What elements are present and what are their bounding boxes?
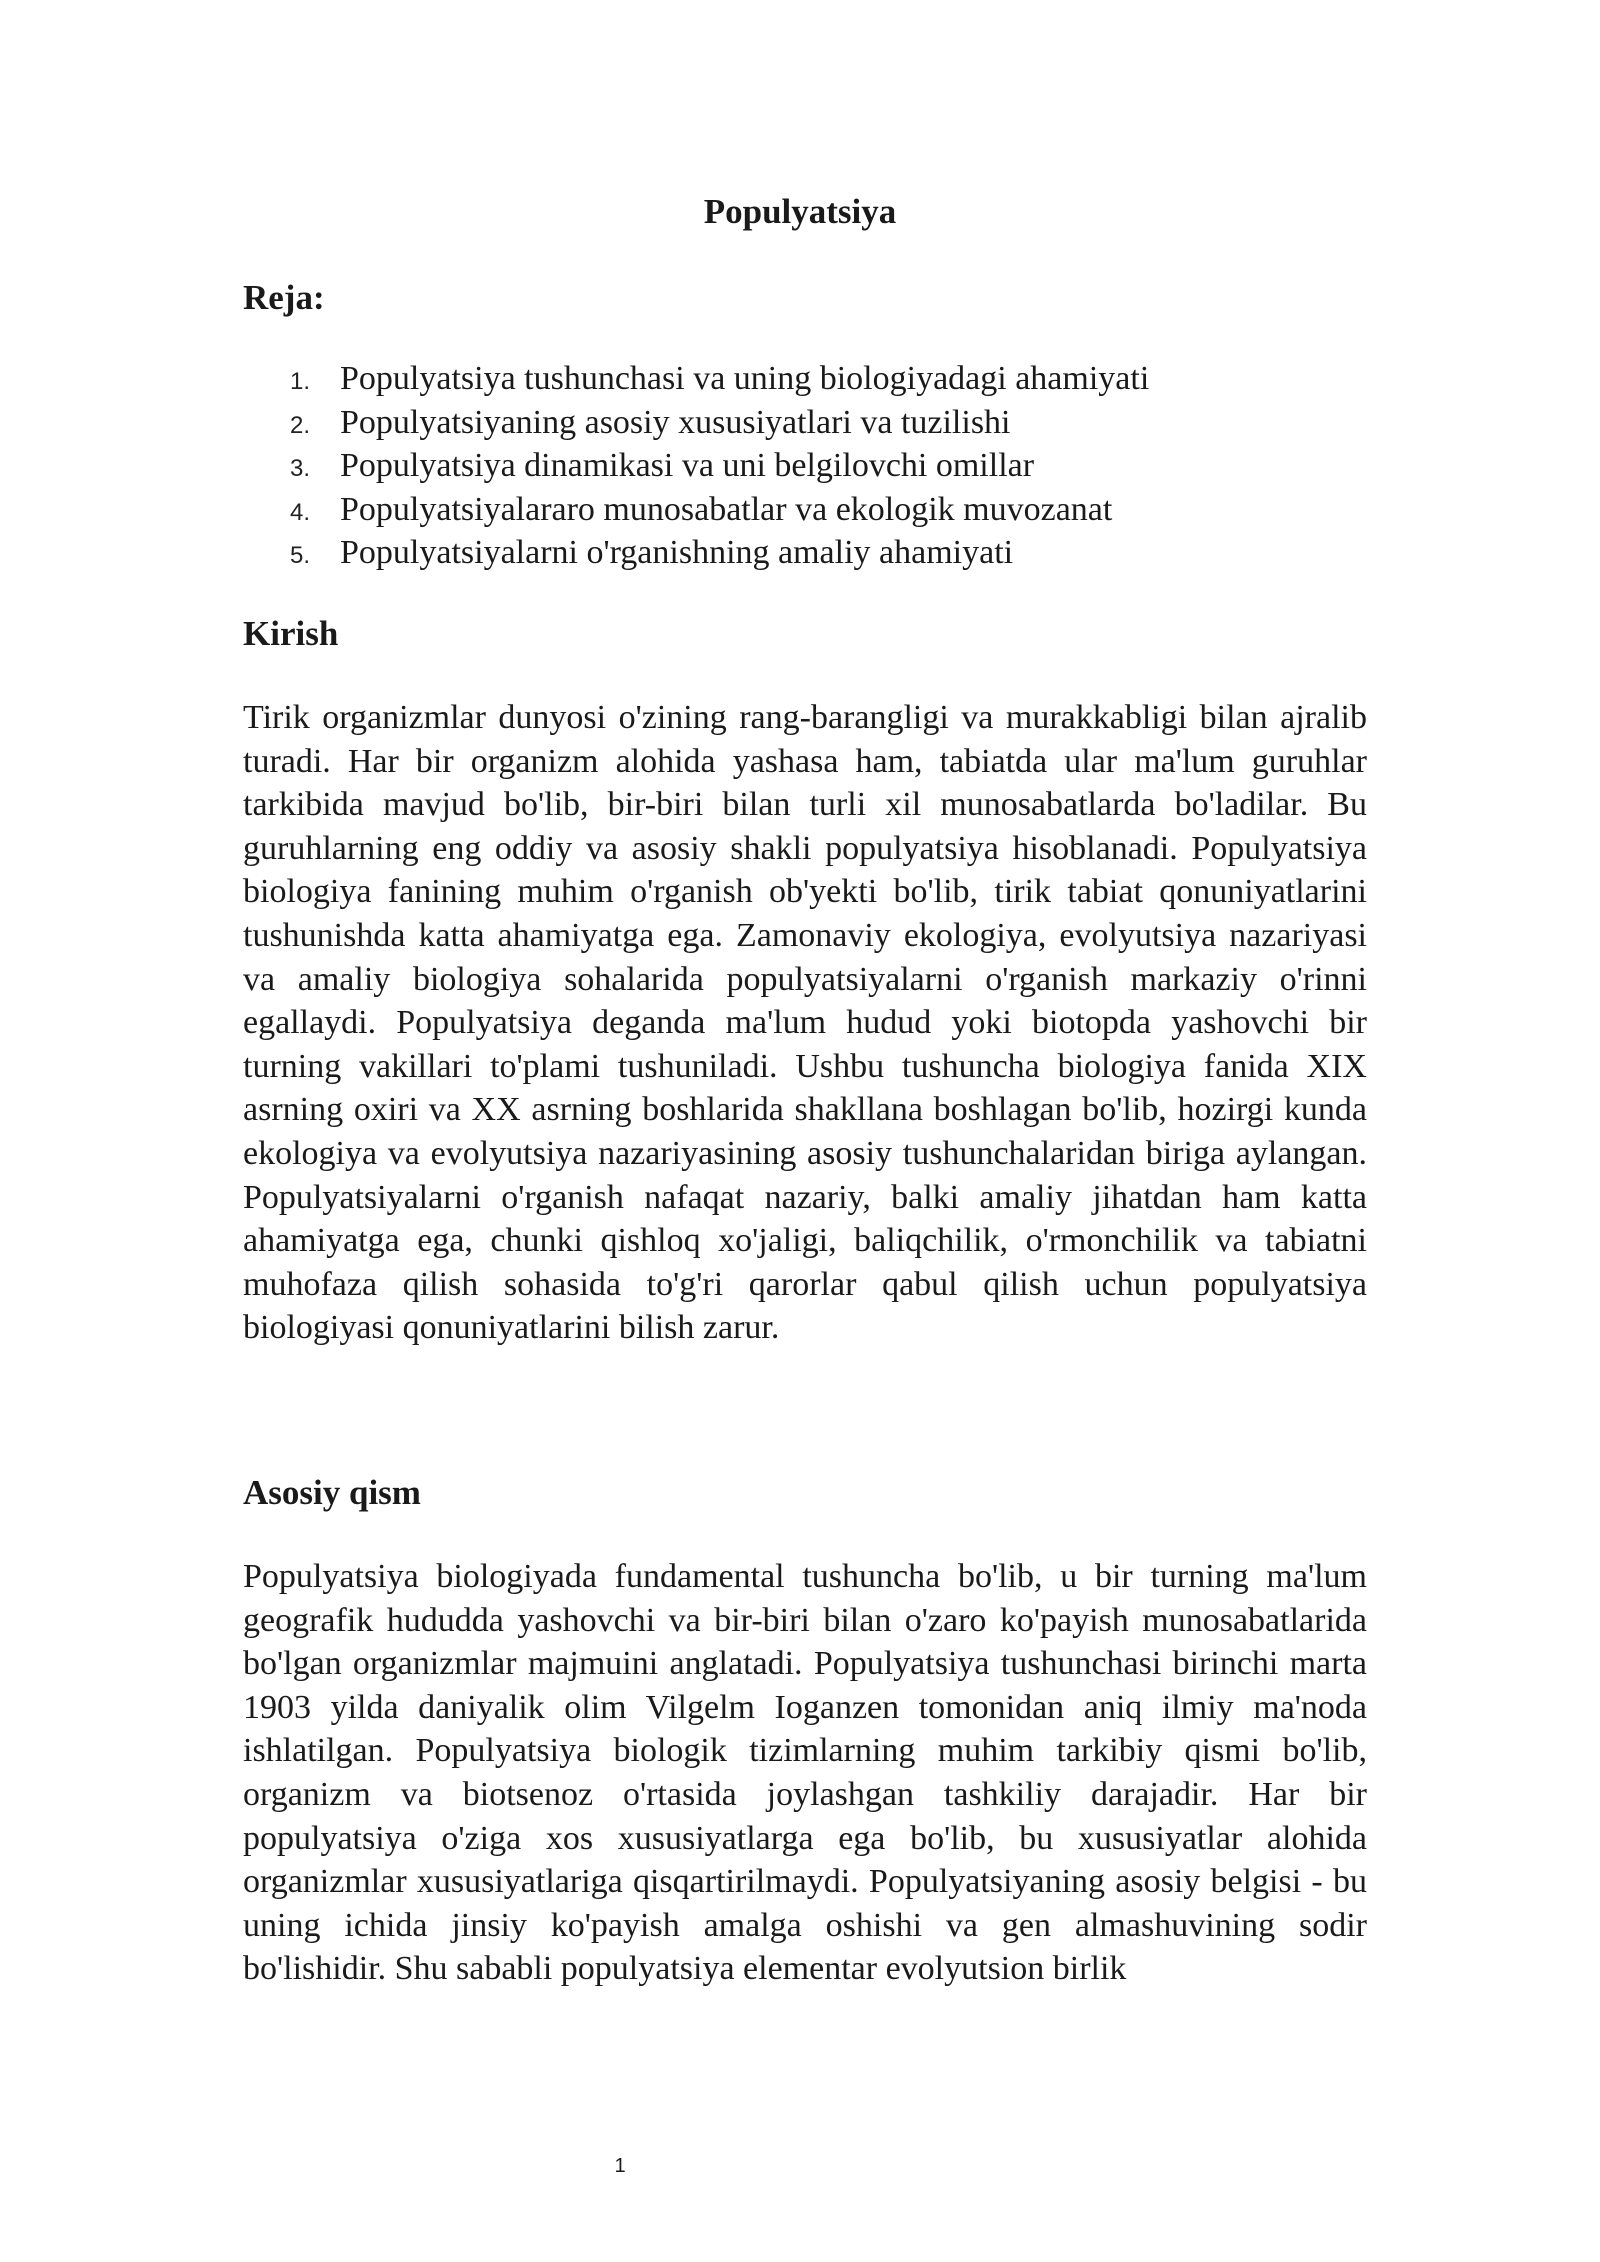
section-paragraph-kirish: Tirik organizmlar dunyosi o'zining rang-barangligi va murakkabligi bilan ajralib turadi. Har bir organizm alohida yashasa ham, tabiatda ular ma'lum guruhlar tarkibida mavjud bo'lib, bir-biri bilan turli xil munosabatlarda bo'ladilar. Bu guruhlarning eng oddiy va asosiy shakli populyatsiya hisoblanadi. Populyatsiya biologiya fanining muhim o'rganish ob'yekti bo'lib, tirik tabiat qonuniyatlarini tushunishda katta ahamiyatga ega. Zamonaviy ekologiya, evolyutsiya nazariyasi va amaliy biologiya sohalarida populyatsiyalarni o'rganish markaziy o'rinni egallaydi. Populyatsiya deganda ma'lum hudud yoki biotopda yashovchi bir turning vakillari to'plami tushuniladi. Ushbu tushuncha biologiya fanida XIX asrning oxiri va XX asrning boshlarida shakllana boshlagan bo'lib, hozirgi kunda ekologiya va evolyutsiya nazariyasining asosiy tushunchalaridan biriga aylangan. Populyatsiyalarni o'rganish nafaqat nazariy, balki amaliy jihatdan ham katta ahamiyatga ega, chunki qishloq xo'jaligi, baliqchilik, o'rmonchilik va tabiatni muhofaza qilish sohasida to'g'ri qarorlar qabul qilish uchun populyatsiya biologiyasi qonuniyatlarini bilish zarur. [243,699,1367,1347]
plan-item-4 [290,491,1149,535]
plan-item-1 [290,360,1149,404]
plan-item-number: 4. [290,498,311,526]
plan-item-number: 2. [290,411,311,439]
plan-item-2 [290,404,1149,448]
plan-item-text: Populyatsiyalararo munosabatlar va ekologik muvozanat [340,490,1113,528]
section-heading-asosiy-qism: Asosiy qism [243,1473,421,1512]
plan-item-5 [290,534,1149,578]
plan-list [290,360,1149,578]
plan-item-text: Populyatsiya tushunchasi va uning biologiyadagi ahamiyati [340,360,1150,397]
plan-item-text: Populyatsiyalarni o'rganishning amaliy ahamiyati [340,534,1014,571]
plan-item-text: Populyatsiya dinamikasi va uni belgilovchi omillar [340,447,1035,484]
plan-item-text: Populyatsiyaning asosiy xususiyatlari va tuzilishi [340,403,1011,441]
document-title: Populyatsiya [703,192,897,231]
plan-item-3 [290,447,1149,491]
plan-item-number: 3. [290,455,311,482]
plan-item-number: 5. [290,542,311,569]
page-number: 1 [614,2155,626,2177]
plan-heading: Reja: [243,278,325,317]
section-heading-kirish: Kirish [243,614,339,653]
plan-item-number: 1. [290,368,311,395]
section-paragraph-asosiy-qism: Populyatsiya biologiyada fundamental tushuncha bo'lib, u bir turning ma'lum geografik hududda yashovchi va bir-biri bilan o'zaro ko'payish munosabatlarida bo'lgan organizmlar majmuini anglatadi. Populyatsiya tushunchasi birinchi marta 1903 yilda daniyalik olim Vilgelm Ioganzen tomonidan aniq ilmiy ma'noda ishlatilgan. Populyatsiya biologik tizimlarning muhim tarkibiy qismi bo'lib, organizm va biotsenoz o'rtasida joylashgan tashkiliy darajadir. Har bir populyatsiya o'ziga xos xususiyatlarga ega bo'lib, bu xususiyatlar alohida organizmlar xususiyatlariga qisqartirilmaydi. Populyatsiyaning asosiy belgisi - bu uning ichida jinsiy ko'payish amalga oshishi va gen almashuvining sodir bo'lishidir. Shu sababli populyatsiya elementar evolyutsion birlik [243,1558,1367,1988]
